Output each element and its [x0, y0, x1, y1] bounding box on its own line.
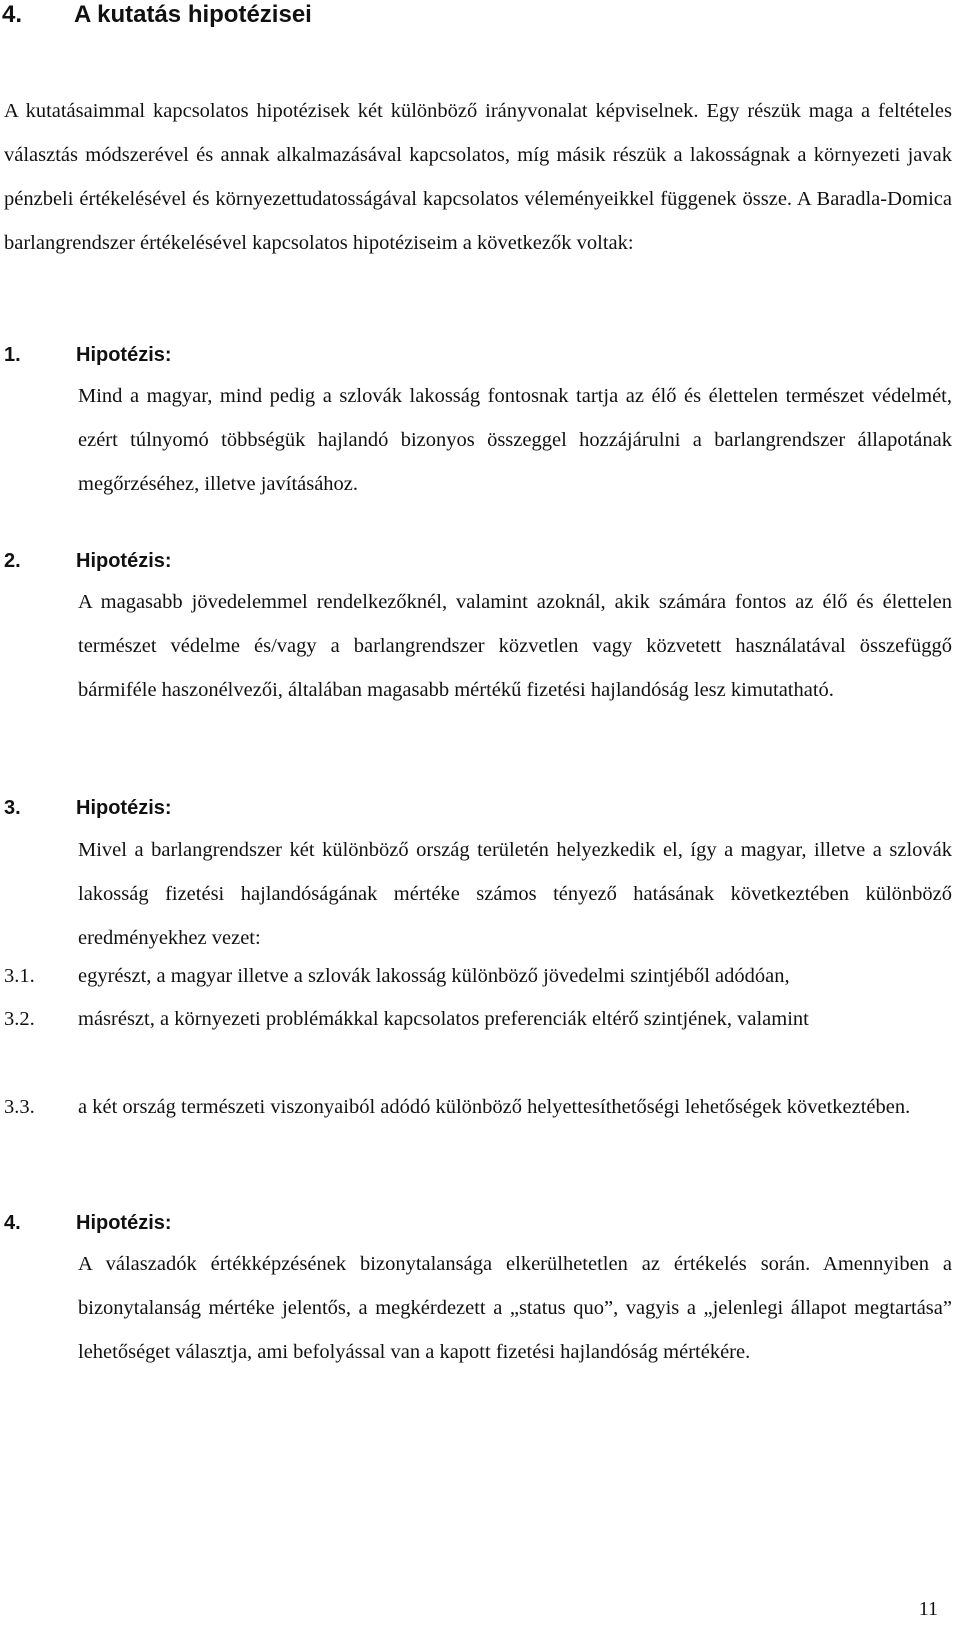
subitem-3-3 [4, 1085, 952, 1129]
subitem-3-2 [4, 997, 952, 1041]
section-number: 4. [2, 1, 23, 28]
hypothesis-1-title [4, 341, 172, 369]
hypothesis-number: 4. [4, 1212, 21, 1234]
hypothesis-number: 3. [4, 797, 21, 819]
subitem-number: 3.2. [4, 1008, 35, 1030]
hypothesis-label: Hipotézis: [76, 344, 172, 366]
subitem-number: 3.3. [4, 1096, 35, 1118]
section-title: A kutatás hipotézisei [74, 1, 312, 28]
page-number: 11 [918, 1598, 938, 1620]
hypothesis-number: 2. [4, 550, 21, 572]
section-heading [2, 0, 312, 30]
subitem-text: a két ország természeti viszonyaiból adódó különböző helyettesíthetőségi lehetőségek következtében. [78, 1096, 911, 1118]
hypothesis-3-text: Mivel a barlangrendszer két különböző ország területén helyezkedik el, így a magyar, illetve a szlovák lakosság fizetési hajlandóságának mértéke számos tényező hatásának következtében különböző eredményekhez vezet: [78, 839, 952, 949]
hypothesis-label: Hipotézis: [76, 550, 172, 572]
hypothesis-label: Hipotézis: [76, 797, 172, 819]
hypothesis-2-title [4, 547, 172, 575]
subitem-text: másrészt, a környezeti problémákkal kapcsolatos preferenciák eltérő szintjének, valamint [78, 1008, 809, 1030]
hypothesis-1-text: Mind a magyar, mind pedig a szlovák lakosság fontosnak tartja az élő és élettelen természet védelmét, ezért túlnyomó többségük hajlandó bizonyos összeggel hozzájárulni a barlangrendszer állapotának megőrzéséhez, illetve javításához. [78, 385, 952, 495]
subitem-number: 3.1. [4, 965, 35, 987]
subitem-3-1 [4, 954, 952, 998]
hypothesis-number: 1. [4, 344, 21, 366]
subitem-text: egyrészt, a magyar illetve a szlovák lakosság különböző jövedelmi szintjéből adódóan, [78, 965, 790, 987]
hypothesis-3-title [4, 794, 172, 822]
intro-paragraph: A kutatásaimmal kapcsolatos hipotézisek két különböző irányvonalat képviselnek. Egy részük maga a feltételes választás módszerével és annak alkalmazásával kapcsolatos, míg másik részük a lakosságnak a környezeti javak pénzbeli értékelésével és környezettudatosságával kapcsolatos véleményeikkel függenek össze. A Baradla-Domica barlangrendszer értékelésével kapcsolatos hipotéziseim a következők voltak: [4, 100, 952, 254]
hypothesis-label: Hipotézis: [76, 1212, 172, 1234]
hypothesis-4-text: A válaszadók értékképzésének bizonytalansága elkerülhetetlen az értékelés során. Amennyiben a bizonytalanság mértéke jelentős, a megkérdezett a „status quo”, vagyis a „jelenlegi állapot megtartása” lehetőséget választja, ami befolyással van a kapott fizetési hajlandóság mértékére. [78, 1253, 952, 1363]
hypothesis-2-text: A magasabb jövedelemmel rendelkezőknél, valamint azoknál, akik számára fontos az élő és élettelen természet védelme és/vagy a barlangrendszer közvetlen vagy közvetett használatával összefüggő bármiféle haszonélvezői, általában magasabb mértékű fizetési hajlandóság lesz kimutatható. [78, 591, 952, 701]
hypothesis-4-title [4, 1209, 172, 1237]
